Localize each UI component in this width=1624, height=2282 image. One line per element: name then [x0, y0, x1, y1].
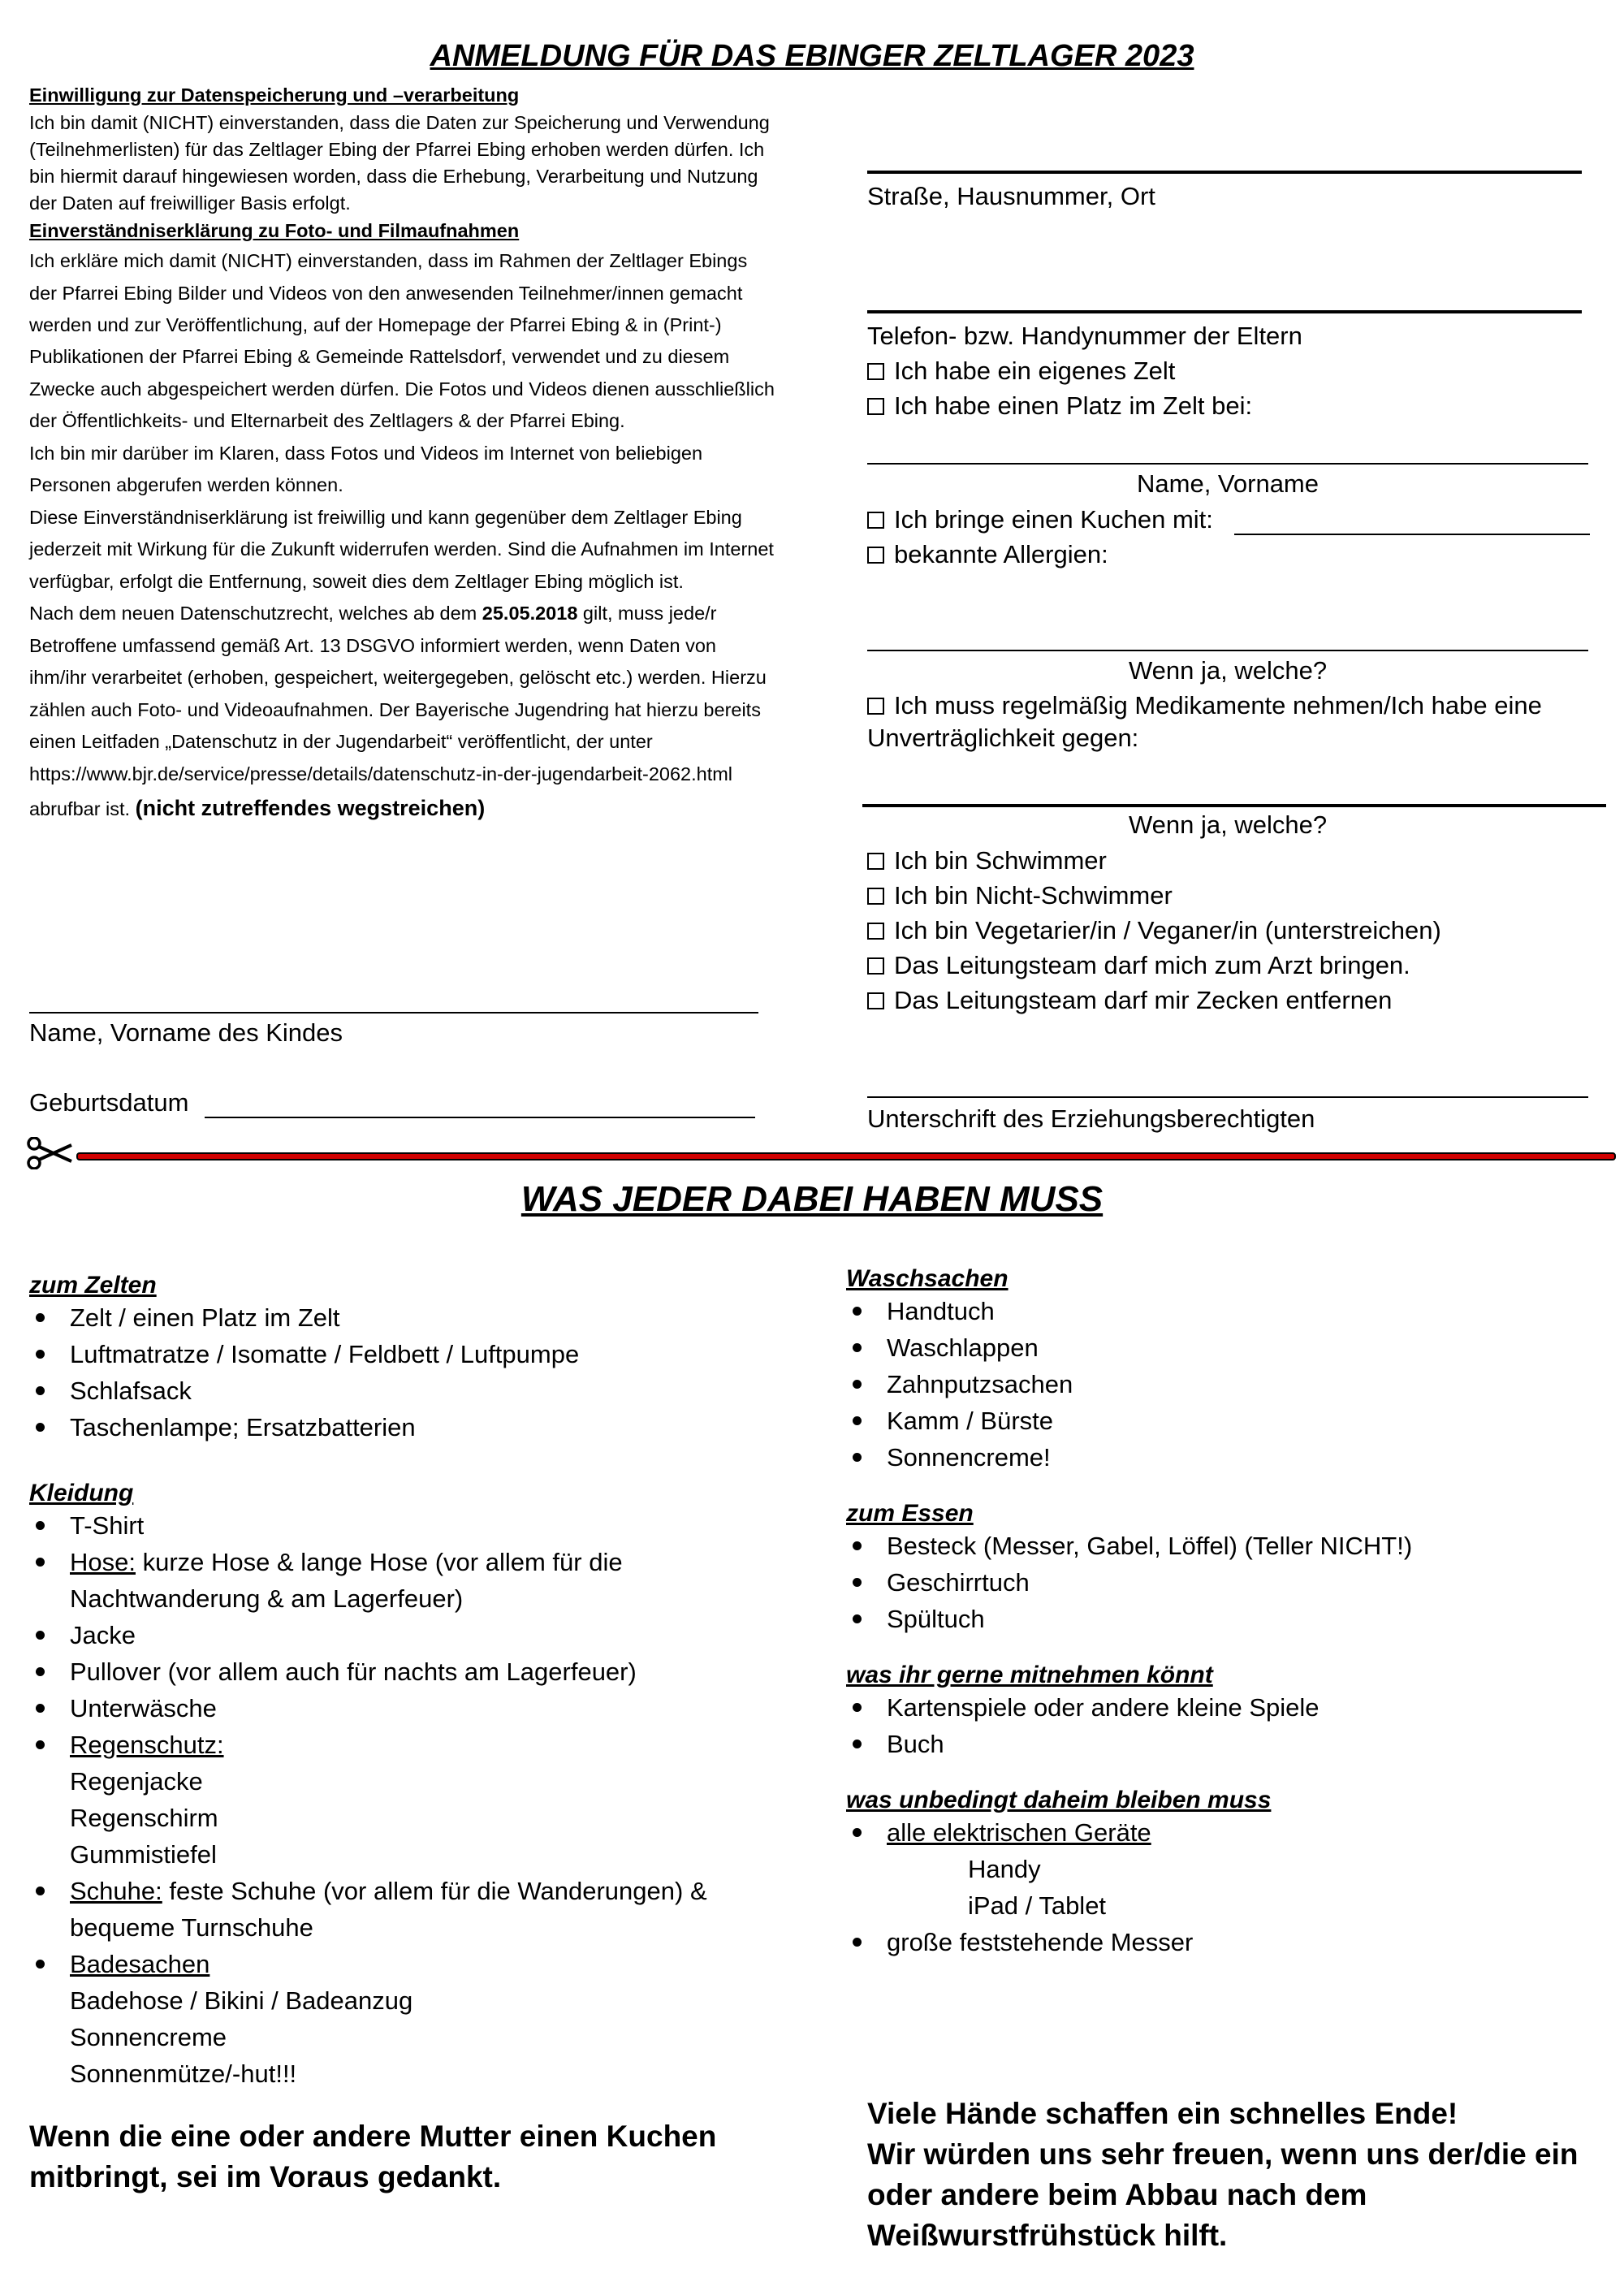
daheim-heading: was unbedingt daheim bleiben muss	[846, 1787, 1272, 1813]
medication-which-label: Wenn ja, welche?	[1128, 810, 1328, 839]
data-consent-heading: Einwilligung zur Datenspeicherung und –verarbeitung	[29, 84, 520, 106]
zelten-heading: zum Zelten	[29, 1272, 157, 1299]
scissors-icon	[26, 1137, 73, 1169]
list-subitem: Regenjacke	[70, 1767, 203, 1796]
list-item: T-Shirt	[29, 1507, 776, 1544]
essen-list	[846, 1528, 1593, 1637]
packing-right-column	[846, 1265, 1593, 1960]
medication-option[interactable]: Ich muss regelmäßig Medikamente nehmen/Ich habe eine Unverträglichkeit gegen:	[867, 691, 1542, 753]
allergies-option[interactable]: bekannte Allergien:	[867, 538, 1108, 571]
checkbox[interactable]	[867, 888, 884, 905]
ticks-option[interactable]: Das Leitungsteam darf mir Zecken entfernen	[867, 984, 1392, 1017]
packing-title: WAS JEDER DABEI HABEN MUSS	[520, 1179, 1104, 1219]
help-text: Wir würden uns sehr freuen, wenn uns der/die ein oder andere beim Abbau nach dem Weißwurstfrühstück hilft.	[867, 2137, 1579, 2252]
kleidung-heading: Kleidung	[29, 1480, 134, 1506]
child-name-line[interactable]	[29, 1012, 758, 1014]
list-item: Taschenlampe; Ersatzbatterien	[29, 1409, 776, 1446]
list-item: alle elektrischen Geräte	[846, 1814, 1593, 1851]
birthdate-line[interactable]	[205, 1117, 755, 1118]
phone-line[interactable]	[867, 310, 1582, 313]
list-item: Buch	[846, 1726, 1593, 1762]
list-item: Zahnputzsachen	[846, 1366, 1593, 1402]
law-text: Nach dem neuen Datenschutzrecht, welches ab dem 25.05.2018 gilt, muss jede/r Betroffene umfassend gemäß Art. 13 DSGVO informiert werden, wenn Daten von ihm/ihr verarbeitet (erhoben, gespeichert, weitergegeben, gelöscht etc.) werden. Hierzu zählen auch Foto- und Videoaufnahmen. Der Bayerische Jugendring hat hierzu bereits einen Leitfaden „Datenschutz in der Jugendarbeit“ veröffentlicht, der unter https://www.bjr.de/service/presse/details/datenschutz-in-der-jugendarbeit-2062.html abrufbar ist. (nicht zutreffendes wegstreichen)	[29, 603, 767, 821]
signature-line[interactable]	[867, 1096, 1588, 1098]
strike-note: (nicht zutreffendes wegstreichen)	[135, 796, 486, 821]
page-title: ANMELDUNG FÜR DAS EBINGER ZELTLAGER 2023	[430, 39, 1194, 73]
cut-line	[76, 1152, 1616, 1160]
checkbox[interactable]	[867, 363, 884, 380]
list-item: Hose: kurze Hose & lange Hose (vor allem für die	[29, 1544, 776, 1580]
list-subitem: Badehose / Bikini / Badeanzug	[70, 1986, 413, 2015]
cake-option[interactable]: Ich bringe einen Kuchen mit:	[867, 504, 1213, 536]
tent-place-option[interactable]: Ich habe einen Platz im Zelt bei:	[867, 390, 1252, 422]
waschsachen-heading: Waschsachen	[846, 1265, 1009, 1292]
checkbox[interactable]	[867, 923, 884, 940]
list-item: Kamm / Bürste	[846, 1402, 1593, 1439]
non-swimmer-option[interactable]: Ich bin Nicht-Schwimmer	[867, 880, 1173, 912]
daheim-list	[846, 1814, 1593, 1960]
list-item-continuation: bequeme Turnschuhe	[70, 1913, 313, 1942]
tent-name-line[interactable]	[867, 463, 1588, 465]
cake-thanks: Wenn die eine oder andere Mutter einen Kuchen mitbringt, sei im Voraus gedankt.	[29, 2120, 717, 2193]
essen-heading: zum Essen	[846, 1500, 974, 1527]
list-subitem: Regenschirm	[70, 1804, 218, 1832]
list-subitem: iPad / Tablet	[968, 1891, 1107, 1920]
checkbox[interactable]	[867, 398, 884, 415]
checkbox[interactable]	[867, 512, 884, 529]
photo-consent-text: Ich erkläre mich damit (NICHT) einverstanden, dass im Rahmen der Zeltlager Ebings der Pfarrei Ebing Bilder und Videos von den anwesenden Teilnehmer/innen gemacht werden und zur Veröffentlichung, auf der Homepage der Pfarrei Ebing & in (Print-) Publikationen der Pfarrei Ebing & Gemeinde Rattelsdorf, verwendet und zu diesem Zwecke auch abgespeichert werden dürfen. Die Fotos und Videos dienen ausschließlich der Öffentlichkeits- und Elternarbeit des Zeltlagers & der Pfarrei Ebing.	[29, 250, 775, 432]
voluntary-text: Diese Einverständniserklärung ist freiwillig und kann gegenüber dem Zeltlager Ebing jederzeit mit Wirkung für die Zukunft widerrufen werden. Sind die Aufnahmen im Internet verfügbar, erfolgt die Entfernung, soweit dies dem Zeltlager Ebing möglich ist.	[29, 506, 774, 592]
list-item-continuation: Nachtwanderung & am Lagerfeuer)	[70, 1584, 464, 1613]
checkbox[interactable]	[867, 698, 884, 715]
medication-line[interactable]	[862, 804, 1606, 807]
waschsachen-list	[846, 1293, 1593, 1476]
cake-line[interactable]	[1234, 534, 1590, 535]
list-item: Pullover (vor allem auch für nachts am Lagerfeuer)	[29, 1653, 776, 1690]
checkbox[interactable]	[867, 853, 884, 870]
law-date: 25.05.2018	[482, 603, 578, 625]
checkbox[interactable]	[867, 547, 884, 564]
list-item: Spültuch	[846, 1601, 1593, 1637]
birthdate-label: Geburtsdatum	[29, 1088, 189, 1117]
address-line[interactable]	[867, 171, 1582, 174]
phone-label: Telefon- bzw. Handynummer der Eltern	[867, 322, 1302, 350]
data-consent-text: Ich bin damit (NICHT) einverstanden, dass die Daten zur Speicherung und Verwendung (Teilnehmerlisten) für das Zeltlager Ebing der Pfarrei Ebing erhoben werden dürfen. Ich bin hiermit darauf hingewiesen worden, dass die Erhebung, Verarbeitung und Nutzung der Daten auf freiwilliger Basis erfolgt.	[29, 112, 770, 214]
vegetarian-option[interactable]: Ich bin Vegetarier/in / Veganer/in (unterstreichen)	[867, 914, 1441, 947]
list-item: Schlafsack	[29, 1372, 776, 1409]
gerne-list	[846, 1689, 1593, 1762]
list-item: Besteck (Messer, Gabel, Löffel) (Teller NICHT!)	[846, 1528, 1593, 1564]
swimmer-option[interactable]: Ich bin Schwimmer	[867, 845, 1107, 877]
list-item: Schuhe: feste Schuhe (vor allem für die Wanderungen) &	[29, 1873, 776, 1909]
signature-label: Unterschrift des Erziehungsberechtigten	[867, 1104, 1315, 1133]
allergies-which-label: Wenn ja, welche?	[1128, 656, 1328, 685]
consent-block	[29, 81, 776, 827]
list-item: Badesachen	[29, 1946, 776, 1982]
address-label: Straße, Hausnummer, Ort	[867, 182, 1155, 210]
kleidung-list	[29, 1507, 776, 2092]
help-block	[867, 2094, 1598, 2256]
checkbox[interactable]	[867, 957, 884, 975]
list-item: Regenschutz:	[29, 1727, 776, 1763]
list-item: Luftmatratze / Isomatte / Feldbett / Luftpumpe	[29, 1336, 776, 1372]
list-item: Waschlappen	[846, 1329, 1593, 1366]
list-subitem: Sonnenmütze/-hut!!!	[70, 2059, 297, 2088]
list-subitem: Gummistiefel	[70, 1840, 217, 1869]
list-item: Handtuch	[846, 1293, 1593, 1329]
own-tent-option[interactable]: Ich habe ein eigenes Zelt	[867, 355, 1175, 387]
list-subitem: Handy	[968, 1855, 1041, 1883]
zelten-list	[29, 1299, 776, 1446]
list-item: Geschirrtuch	[846, 1564, 1593, 1601]
help-headline: Viele Hände schaffen ein schnelles Ende!	[867, 2097, 1458, 2130]
list-item: Sonnencreme!	[846, 1439, 1593, 1476]
doctor-option[interactable]: Das Leitungsteam darf mich zum Arzt bringen.	[867, 949, 1410, 982]
tent-name-label: Name, Vorname	[1137, 469, 1319, 498]
internet-text: Ich bin mir darüber im Klaren, dass Fotos und Videos im Internet von beliebigen Personen abgerufen werden können.	[29, 442, 703, 496]
list-item: große feststehende Messer	[846, 1924, 1593, 1960]
gerne-heading: was ihr gerne mitnehmen könnt	[846, 1662, 1213, 1688]
photo-consent-heading: Einverständniserklärung zu Foto- und Filmaufnahmen	[29, 219, 520, 241]
list-item: Zelt / einen Platz im Zelt	[29, 1299, 776, 1336]
list-item: Jacke	[29, 1617, 776, 1653]
child-name-label: Name, Vorname des Kindes	[29, 1018, 343, 1047]
packing-left-column	[29, 1272, 776, 2198]
list-item: Unterwäsche	[29, 1690, 776, 1727]
list-subitem: Sonnencreme	[70, 2023, 227, 2051]
checkbox[interactable]	[867, 992, 884, 1009]
allergies-line[interactable]	[867, 650, 1588, 651]
list-item: Kartenspiele oder andere kleine Spiele	[846, 1689, 1593, 1726]
